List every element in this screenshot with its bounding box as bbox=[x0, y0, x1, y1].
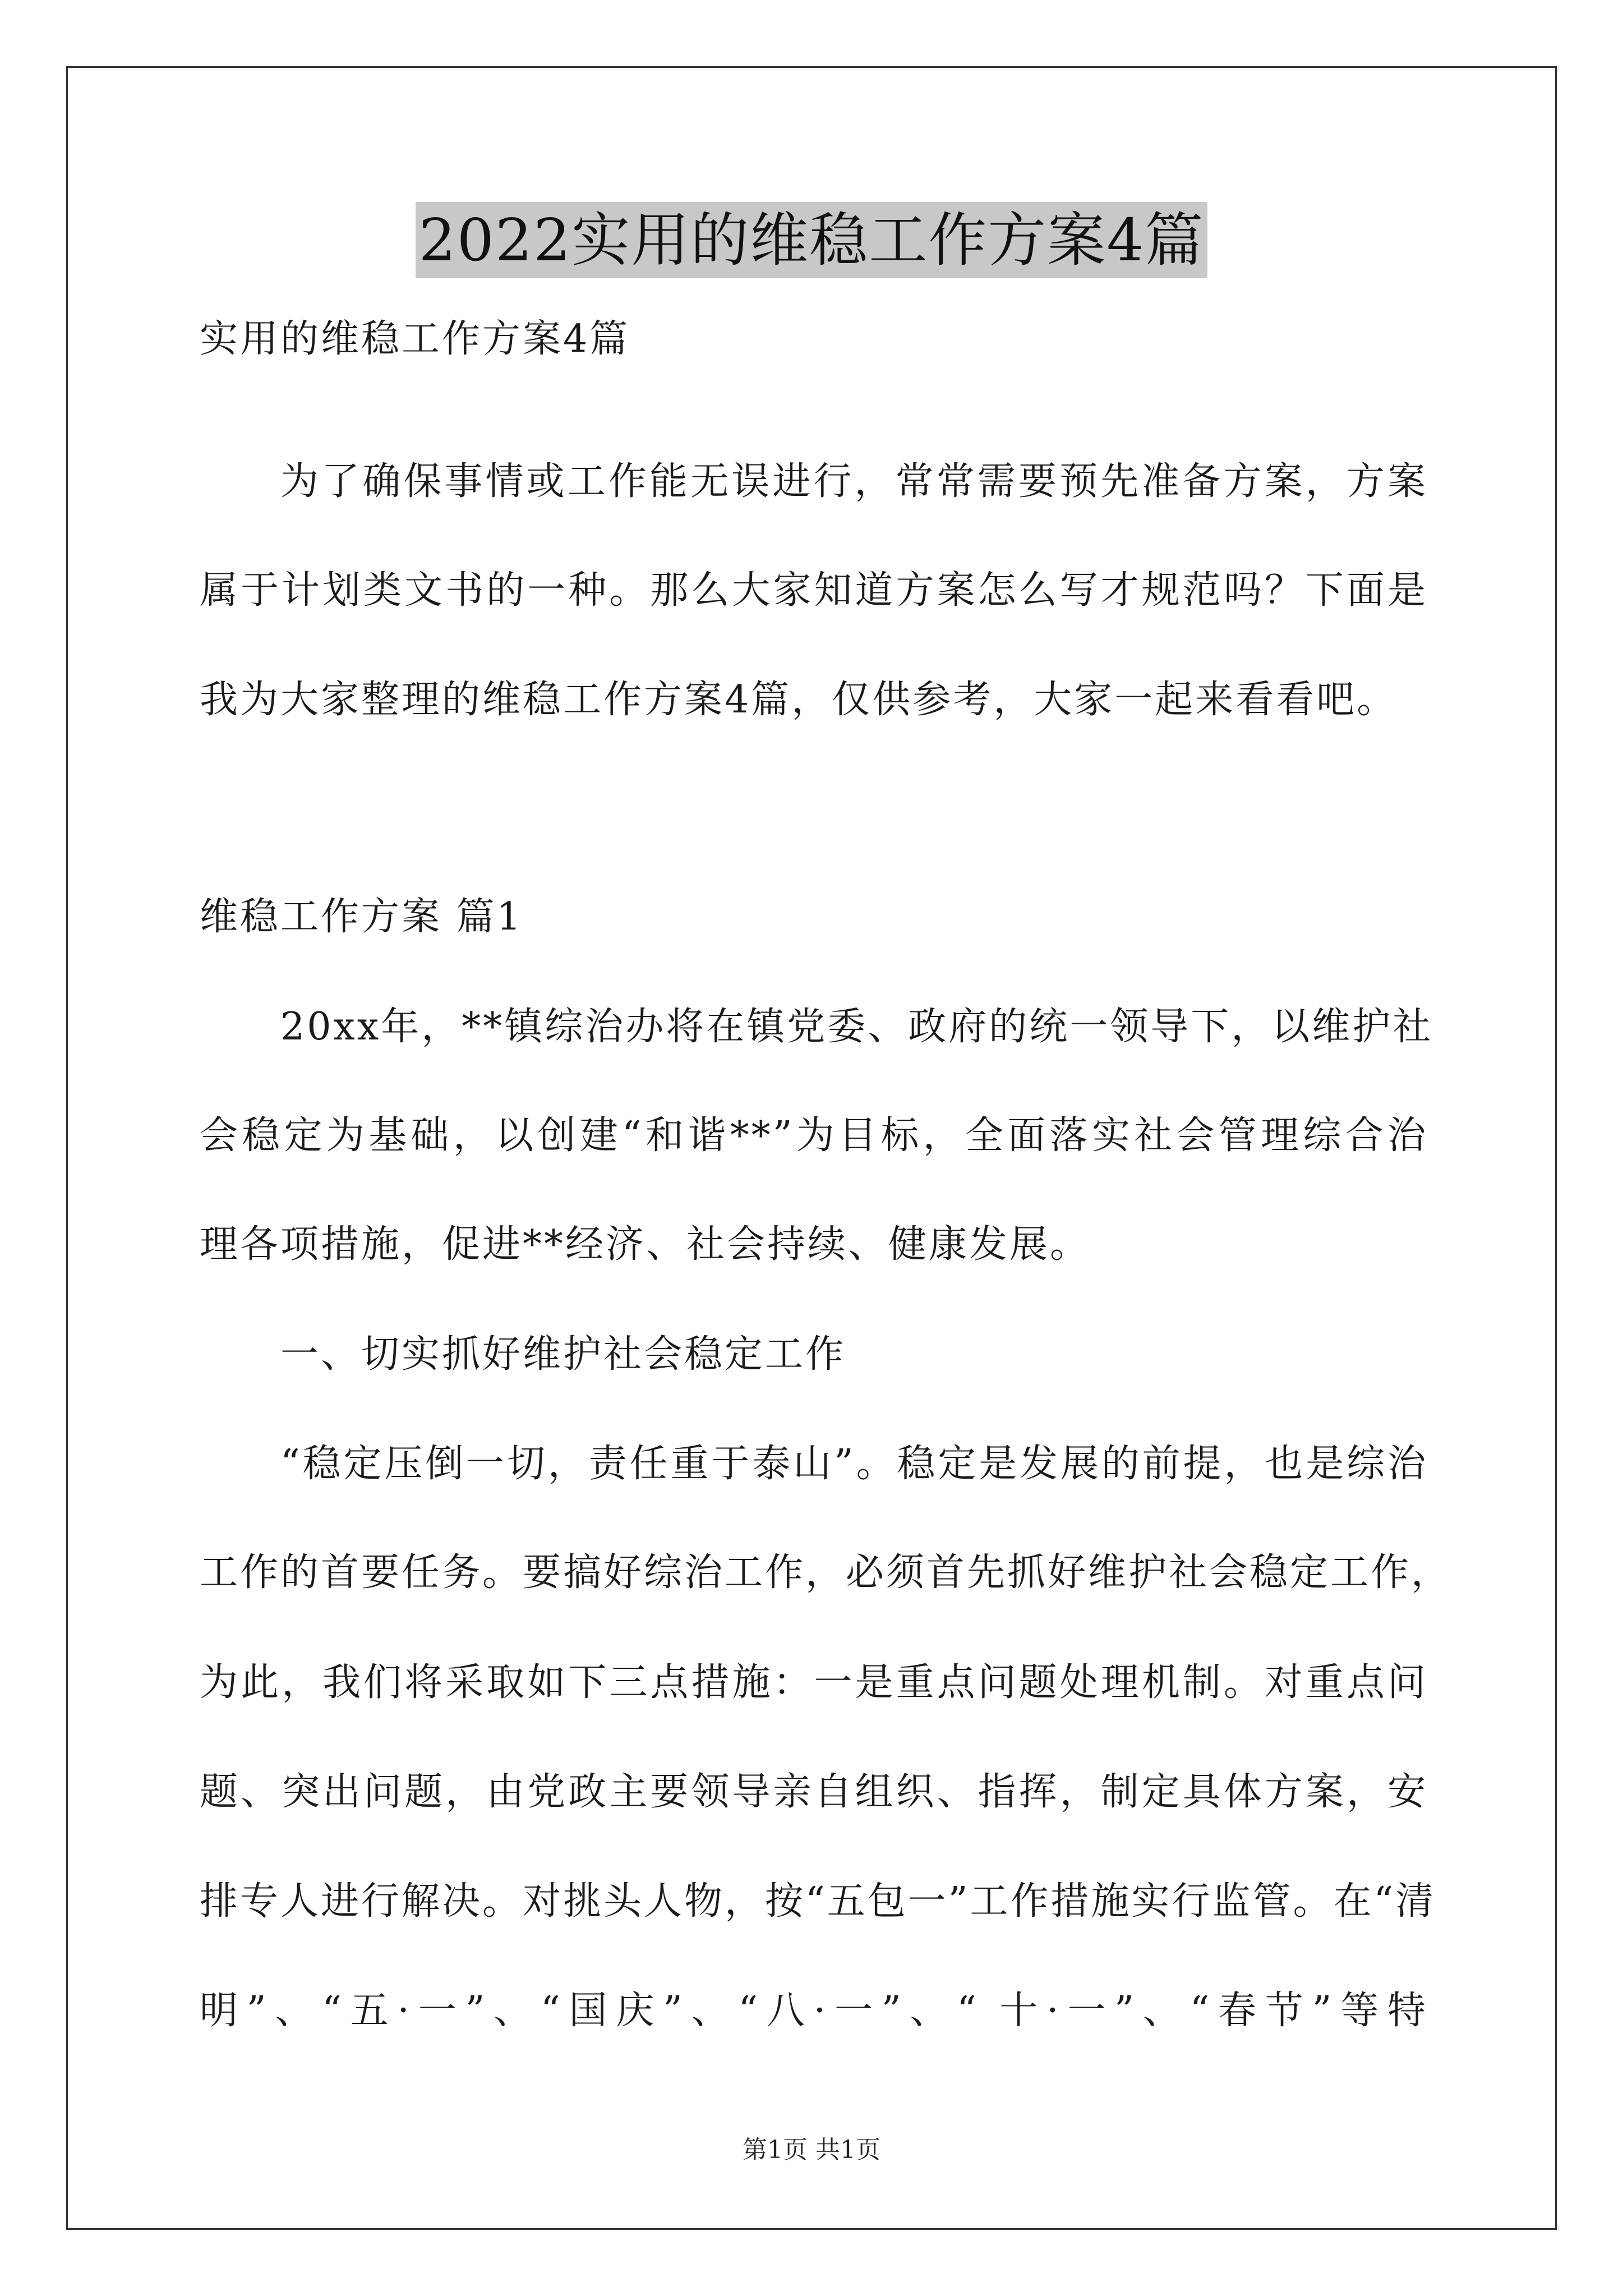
para1-line-2: 会稳定为基础，以创建“和谐**”为目标，全面落实社会管理综合治 bbox=[200, 1114, 1428, 1158]
para2-line-1: “稳定压倒一切，责任重于泰山”。稳定是发展的前提，也是综治 bbox=[280, 1442, 1428, 1486]
intro-line-2: 属于计划类文书的一种。那么大家知道方案怎么写才规范吗？下面是 bbox=[200, 568, 1428, 613]
para2-line-2: 工作的首要任务。要搞好综治工作，必须首先抓好维护社会稳定工作， bbox=[200, 1550, 1452, 1595]
document-subtitle: 实用的维稳工作方案4篇 bbox=[200, 317, 630, 361]
para2-line-6: 明”、“五·一”、“国庆”、“八·一”、“ 十·一”、“春节”等特 bbox=[200, 1989, 1428, 2033]
para1-line-3: 理各项措施，促进**经济、社会持续、健康发展。 bbox=[200, 1222, 1091, 1267]
intro-line-1: 为了确保事情或工作能无误进行，常常需要预先准备方案，方案 bbox=[280, 459, 1428, 504]
page-footer: 第1页 共1页 bbox=[743, 2136, 880, 2164]
subheading: 一、切实抓好维护社会稳定工作 bbox=[280, 1332, 846, 1377]
section-heading: 维稳工作方案 篇1 bbox=[200, 895, 523, 939]
title-container bbox=[0, 202, 1623, 278]
document-title: 2022实用的维稳工作方案4篇 bbox=[416, 202, 1208, 278]
para1-line-1: 20xx年，**镇综治办将在镇党委、政府的统一领导下，以维护社 bbox=[280, 1005, 1433, 1049]
para2-line-4: 题、突出问题，由党政主要领导亲自组织、指挥，制定具体方案，安 bbox=[200, 1770, 1428, 1814]
para2-line-5: 排专人进行解决。对挑头人物，按“五包一”工作措施实行监管。在“清 bbox=[200, 1879, 1436, 1924]
para2-line-3: 为此，我们将采取如下三点措施：一是重点问题处理机制。对重点问 bbox=[200, 1660, 1428, 1705]
intro-line-3: 我为大家整理的维稳工作方案4篇，仅供参考，大家一起来看看吧。 bbox=[200, 678, 1398, 722]
